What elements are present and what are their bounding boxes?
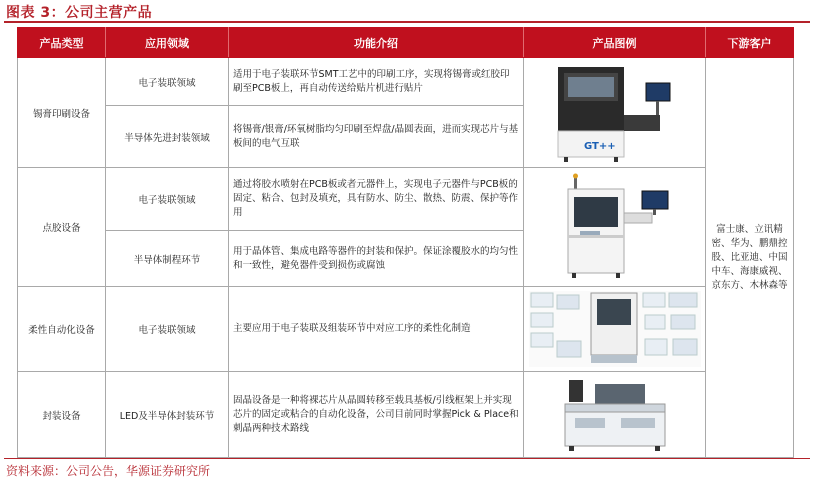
area-cell: LED及半导体封装环节	[106, 372, 229, 458]
dispenser-image	[550, 173, 680, 281]
desc-cell: 通过将胶水喷射在PCB板或者元器件上，实现电子元器件与PCB板的固定、粘合、包封及填充，具有防水、防尘、散热、防震、保护等作用	[229, 168, 524, 231]
source-note: 资料来源：公司公告，华源证券研究所	[6, 464, 211, 478]
area-cell: 半导体先进封装领域	[106, 106, 229, 168]
packaging-machine-image	[555, 378, 675, 452]
customers-cell: 富士康、立讯精密、华为、鹏鼎控股、比亚迪、中国中车、海康威视、京东方、木林森等	[706, 58, 794, 458]
table-row	[18, 168, 794, 231]
category-dispenser: 点胶设备	[18, 168, 106, 287]
header-customers: 下游客户	[706, 28, 794, 58]
header-product-type: 产品类型	[18, 28, 106, 58]
table-row	[18, 287, 794, 372]
area-cell: 电子装联领域	[106, 168, 229, 231]
header-product-image: 产品图例	[524, 28, 706, 58]
table-row	[18, 372, 794, 458]
flexible-automation-image	[527, 289, 703, 369]
category-packaging: 封装设备	[18, 372, 106, 458]
figure-title: 图表 3：公司主营产品	[6, 5, 153, 21]
desc-cell: 适用于电子装联环节SMT工艺中的印刷工序，实现将锡膏或红胶印刷至PCB板上，再自动传送给贴片机进行贴片	[229, 58, 524, 106]
area-cell: 电子装联领域	[106, 58, 229, 106]
desc-cell: 主要应用于电子装联及组装环节中对应工序的柔性化制造	[229, 287, 524, 372]
area-cell: 电子装联领域	[106, 287, 229, 372]
header-row	[18, 28, 794, 58]
area-cell: 半导体制程环节	[106, 231, 229, 287]
desc-cell: 将锡膏/银膏/环氧树脂均匀印刷至焊盘/晶圆表面，进而实现芯片与基板间的电气互联	[229, 106, 524, 168]
title-rule	[4, 21, 810, 23]
printer-logo: GT++	[583, 140, 616, 152]
category-flexible-automation: 柔性自动化设备	[18, 287, 106, 372]
image-flexible-automation	[524, 287, 706, 372]
solder-printer-image	[550, 63, 680, 163]
image-dispenser	[524, 168, 706, 287]
table-row	[18, 58, 794, 106]
header-application-area: 应用领域	[106, 28, 229, 58]
product-table	[17, 27, 794, 458]
image-solder-printer	[524, 58, 706, 168]
image-packaging	[524, 372, 706, 458]
category-solder-printer: 锡膏印刷设备	[18, 58, 106, 168]
desc-cell: 用于晶体管、集成电路等器件的封装和保护。保证涂覆胶水的均匀性和一致性，避免器件受到损伤或腐蚀	[229, 231, 524, 287]
header-function: 功能介绍	[229, 28, 524, 58]
footer-rule	[4, 458, 810, 459]
desc-cell: 固晶设备是一种将裸芯片从晶圆转移至载具基板/引线框架上并实现芯片的固定或粘合的自动化设备，公司目前同时掌握Pick & Place和刺晶两种技术路线	[229, 372, 524, 458]
